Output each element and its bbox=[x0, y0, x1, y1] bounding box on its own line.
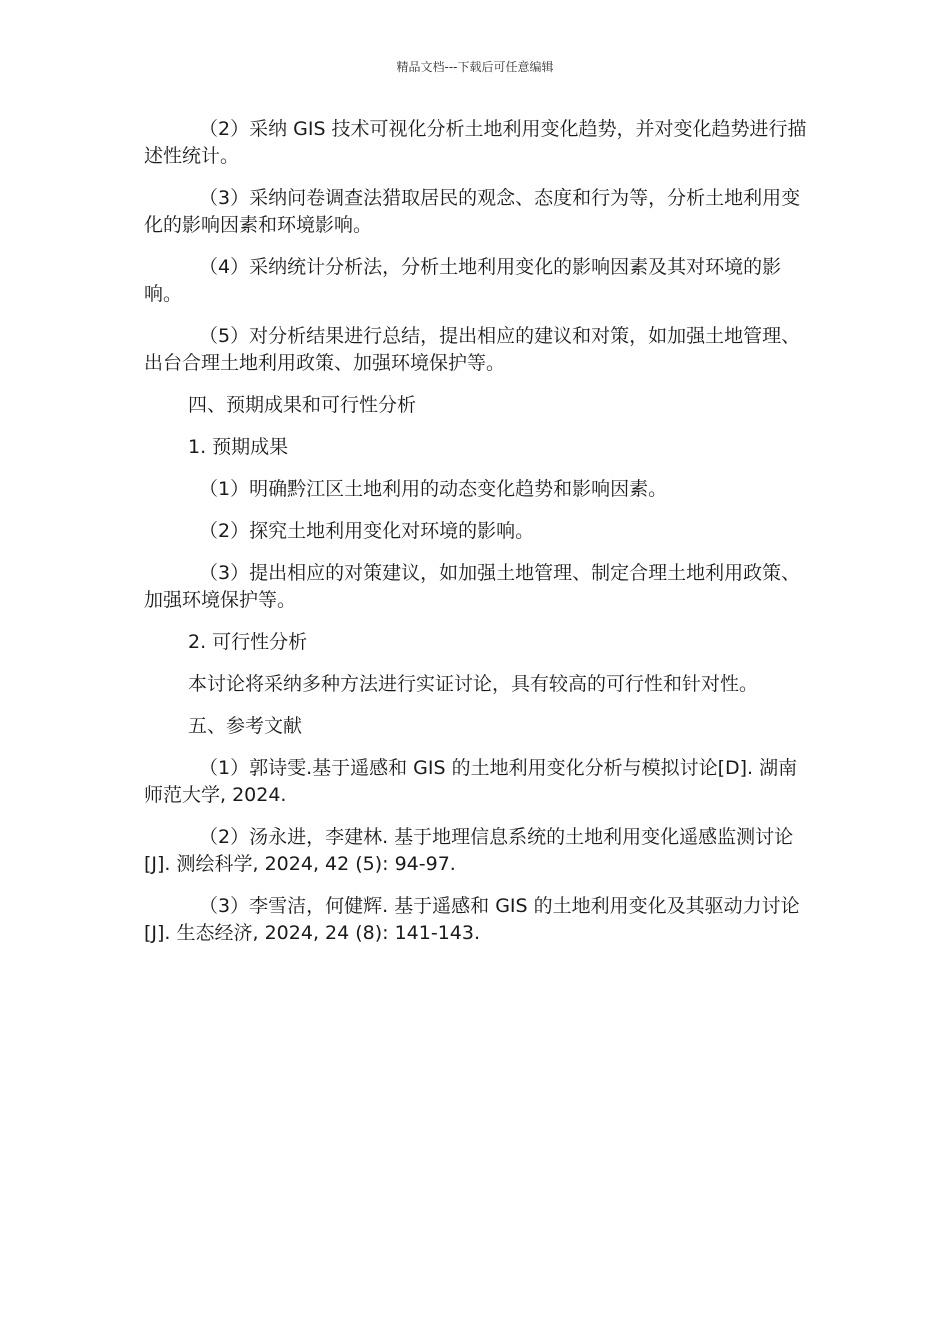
method-item-4: （4）采纳统计分析法，分析土地利用变化的影响因素及其对环境的影响。 bbox=[144, 256, 782, 305]
result-item-3: （3）提出相应的对策建议，如加强土地管理、制定合理土地利用政策、加强环境保护等。 bbox=[144, 562, 801, 611]
section-heading-4: 四、预期成果和可行性分析 bbox=[188, 394, 417, 416]
reference-item-3: （3）李雪洁，何健辉. 基于遥感和 GIS 的土地利用变化及其驱动力讨论[J]. 生态经济, 2024, 24 (8): 141-143. bbox=[144, 895, 800, 944]
document-body bbox=[144, 116, 808, 962]
page-header: 精品文档---下载后可任意编辑 bbox=[396, 60, 554, 74]
feasibility-text: 本讨论将采纳多种方法进行实证讨论，具有较高的可行性和针对性。 bbox=[188, 673, 759, 695]
result-item-1: （1）明确黔江区土地利用的动态变化趋势和影响因素。 bbox=[199, 478, 668, 500]
method-item-3: （3）采纳问卷调查法猎取居民的观念、态度和行为等，分析土地利用变化的影响因素和环境影响。 bbox=[144, 187, 801, 236]
subsection-heading-expected-results: 1. 预期成果 bbox=[188, 436, 289, 458]
reference-item-2: （2）汤永进，李建林. 基于地理信息系统的土地利用变化遥感监测讨论[J]. 测绘科学, 2024, 42 (5): 94-97. bbox=[144, 826, 794, 875]
result-item-2: （2）探究土地利用变化对环境的影响。 bbox=[199, 520, 535, 542]
subsection-heading-feasibility: 2. 可行性分析 bbox=[188, 631, 308, 653]
reference-item-1: （1）郭诗雯.基于遥感和 GIS 的土地利用变化分析与模拟讨论[D]. 湖南师范大学, 2024. bbox=[144, 757, 798, 806]
method-item-2: （2）采纳 GIS 技术可视化分析土地利用变化趋势，并对变化趋势进行描述性统计。 bbox=[144, 118, 807, 167]
section-heading-5: 五、参考文献 bbox=[188, 715, 303, 737]
method-item-5: （5）对分析结果进行总结，提出相应的建议和对策，如加强土地管理、出台合理土地利用政策、加强环境保护等。 bbox=[144, 325, 801, 374]
